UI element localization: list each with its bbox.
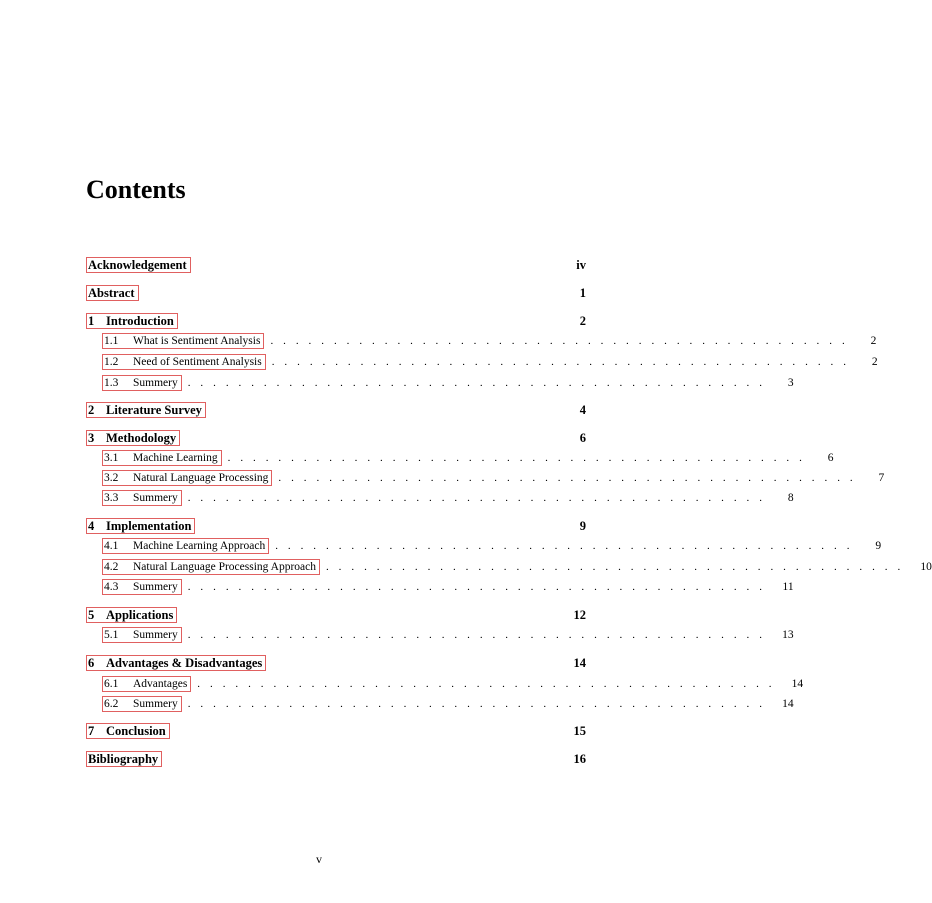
toc-entry-title: Acknowledgement <box>88 258 187 272</box>
toc-link-section-4-3[interactable] <box>102 579 182 595</box>
toc-entry-bibliography <box>86 750 586 768</box>
toc-page-number: 14 <box>782 698 794 710</box>
dot-leader: . . . . . . . . . . . . . . . . . . . . . . . . . . . . . . . . . . . . . . . . . . . . . . <box>197 678 776 690</box>
toc-section-4-2 <box>86 558 932 576</box>
toc-link-section-1-2[interactable] <box>102 354 266 370</box>
toc-link-chapter-7[interactable] <box>86 723 170 739</box>
toc-page-number: 11 <box>782 581 794 593</box>
toc-entry-title: Methodology <box>106 431 177 445</box>
toc-section-number: 3.2 <box>104 472 119 484</box>
toc-section-number: 3.3 <box>104 492 119 504</box>
toc-page-number: 6 <box>827 452 834 464</box>
toc-section-4-1 <box>86 537 882 555</box>
dot-leader: . . . . . . . . . . . . . . . . . . . . . . . . . . . . . . . . . . . . . . . . . . . . . . <box>275 540 854 552</box>
toc-chapter-number: 5 <box>88 608 95 622</box>
toc-link-section-1-3[interactable] <box>102 375 182 391</box>
toc-section-5-1 <box>86 626 794 644</box>
toc-chapter-number: 6 <box>88 656 95 670</box>
toc-link-section-5-1[interactable] <box>102 627 182 643</box>
toc-link-chapter-3[interactable] <box>86 430 180 446</box>
toc-page-number: 2 <box>579 313 586 328</box>
toc-link-bibliography[interactable] <box>86 751 162 767</box>
toc-entry-title: Literature Survey <box>106 403 202 417</box>
toc-page-number: 8 <box>787 492 794 504</box>
dot-leader: . . . . . . . . . . . . . . . . . . . . . . . . . . . . . . . . . . . . . . . . . . . . . . <box>187 377 766 389</box>
toc-page-number: iv <box>576 257 586 272</box>
toc-page-number: 4 <box>579 402 586 417</box>
toc-section-number: 6.1 <box>104 678 119 690</box>
toc-section-3-3 <box>86 489 794 507</box>
toc-entry-title: Machine Learning Approach <box>133 540 266 552</box>
toc-page-number: 14 <box>573 655 586 670</box>
toc-page-number: 9 <box>579 518 586 533</box>
dot-leader: . . . . . . . . . . . . . . . . . . . . . . . . . . . . . . . . . . . . . . . . . . . . . . <box>270 335 849 347</box>
toc-chapter-number: 1 <box>88 314 95 328</box>
toc-entry-title: Applications <box>106 608 174 622</box>
dot-leader: . . . . . . . . . . . . . . . . . . . . . . . . . . . . . . . . . . . . . . . . . . . . . . <box>271 356 850 368</box>
toc-link-section-4-2[interactable] <box>102 559 320 575</box>
toc-section-3-1 <box>86 449 834 467</box>
toc-entry-title: Bibliography <box>88 752 159 766</box>
toc-section-number: 1.3 <box>104 377 119 389</box>
toc-section-1-2 <box>86 353 878 371</box>
toc-chapter-4 <box>86 517 586 535</box>
toc-link-section-6-1[interactable] <box>102 676 191 692</box>
toc-chapter-number: 2 <box>88 403 95 417</box>
toc-entry-acknowledgement <box>86 256 586 274</box>
toc-chapter-number: 3 <box>88 431 95 445</box>
toc-entry-title: Natural Language Processing Approach <box>133 561 316 573</box>
toc-section-3-2 <box>86 469 885 487</box>
toc-link-acknowledgement[interactable] <box>86 257 191 273</box>
toc-entry-title: Implementation <box>106 519 192 533</box>
toc-page-number: 2 <box>870 335 877 347</box>
dot-leader: . . . . . . . . . . . . . . . . . . . . . . . . . . . . . . . . . . . . . . . . . . . . . . <box>187 492 766 504</box>
toc-chapter-1 <box>86 312 586 330</box>
toc-page-number: 3 <box>787 377 794 389</box>
toc-section-number: 4.2 <box>104 561 119 573</box>
toc-link-section-6-2[interactable] <box>102 696 182 712</box>
toc-link-abstract[interactable] <box>86 285 139 301</box>
toc-section-number: 3.1 <box>104 452 119 464</box>
toc-entry-title: Summery <box>133 629 178 641</box>
toc-page-number: 6 <box>579 430 586 445</box>
toc-section-1-1 <box>86 332 877 350</box>
toc-section-number: 1.1 <box>104 335 119 347</box>
toc-page-number: 9 <box>875 540 882 552</box>
dot-leader: . . . . . . . . . . . . . . . . . . . . . . . . . . . . . . . . . . . . . . . . . . . . . . <box>278 472 857 484</box>
toc-entry-abstract <box>86 284 586 302</box>
toc-chapter-7 <box>86 722 586 740</box>
toc-page-number: 16 <box>573 751 586 766</box>
toc-chapter-number: 7 <box>88 724 95 738</box>
toc-page-number: 15 <box>573 723 586 738</box>
toc-page-number: 12 <box>573 607 586 622</box>
toc-entry-title: Advantages & Disadvantages <box>106 656 263 670</box>
toc-chapter-6 <box>86 654 586 672</box>
toc-link-section-3-2[interactable] <box>102 470 272 486</box>
dot-leader: . . . . . . . . . . . . . . . . . . . . . . . . . . . . . . . . . . . . . . . . . . . . . . <box>187 698 766 710</box>
toc-entry-title: Summery <box>133 492 178 504</box>
toc-section-number: 6.2 <box>104 698 119 710</box>
toc-chapter-2 <box>86 401 586 419</box>
toc-link-chapter-5[interactable] <box>86 607 177 623</box>
toc-link-chapter-2[interactable] <box>86 402 206 418</box>
toc-link-chapter-1[interactable] <box>86 313 178 329</box>
toc-entry-title: Advantages <box>133 678 188 690</box>
toc-page-number: 13 <box>782 629 794 641</box>
toc-entry-title: Abstract <box>88 286 135 300</box>
toc-entry-title: Introduction <box>106 314 174 328</box>
dot-leader: . . . . . . . . . . . . . . . . . . . . . . . . . . . . . . . . . . . . . . . . . . . . . . <box>325 561 904 573</box>
toc-page-number: 7 <box>878 472 885 484</box>
toc-section-4-3 <box>86 578 794 596</box>
toc-entry-title: Conclusion <box>106 724 166 738</box>
toc-section-number: 4.1 <box>104 540 119 552</box>
toc-page-number: 2 <box>871 356 878 368</box>
toc-entry-title: Need of Sentiment Analysis <box>133 356 262 368</box>
toc-entry-title: Summery <box>133 581 178 593</box>
toc-link-section-4-1[interactable] <box>102 538 269 554</box>
toc-entry-title: Machine Learning <box>133 452 218 464</box>
toc-section-6-2 <box>86 695 794 713</box>
toc-link-chapter-4[interactable] <box>86 518 195 534</box>
dot-leader: . . . . . . . . . . . . . . . . . . . . . . . . . . . . . . . . . . . . . . . . . . . . . . <box>227 452 806 464</box>
toc-entry-title: What is Sentiment Analysis <box>133 335 261 347</box>
toc-chapter-number: 4 <box>88 519 95 533</box>
page-title: Contents <box>86 175 186 204</box>
toc-page-number: 1 <box>579 285 586 300</box>
toc-link-section-1-1[interactable] <box>102 333 264 349</box>
toc-section-number: 1.2 <box>104 356 119 368</box>
toc-entry-title: Summery <box>133 698 178 710</box>
toc-page-number: 14 <box>791 678 804 690</box>
toc-section-number: 5.1 <box>104 629 119 641</box>
toc-section-1-3 <box>86 374 794 392</box>
toc-section-6-1 <box>86 675 804 693</box>
toc-link-section-3-1[interactable] <box>102 450 222 466</box>
toc-page-number: 10 <box>920 561 932 573</box>
dot-leader: . . . . . . . . . . . . . . . . . . . . . . . . . . . . . . . . . . . . . . . . . . . . . . <box>187 629 766 641</box>
toc-chapter-5 <box>86 606 586 624</box>
toc-section-number: 4.3 <box>104 581 119 593</box>
dot-leader: . . . . . . . . . . . . . . . . . . . . . . . . . . . . . . . . . . . . . . . . . . . . . . <box>187 581 766 593</box>
toc-link-section-3-3[interactable] <box>102 490 182 506</box>
toc-chapter-3 <box>86 429 586 447</box>
toc-entry-title: Summery <box>133 377 178 389</box>
page-number-footer: v <box>316 852 322 866</box>
toc-link-chapter-6[interactable] <box>86 655 266 671</box>
toc-entry-title: Natural Language Processing <box>133 472 269 484</box>
